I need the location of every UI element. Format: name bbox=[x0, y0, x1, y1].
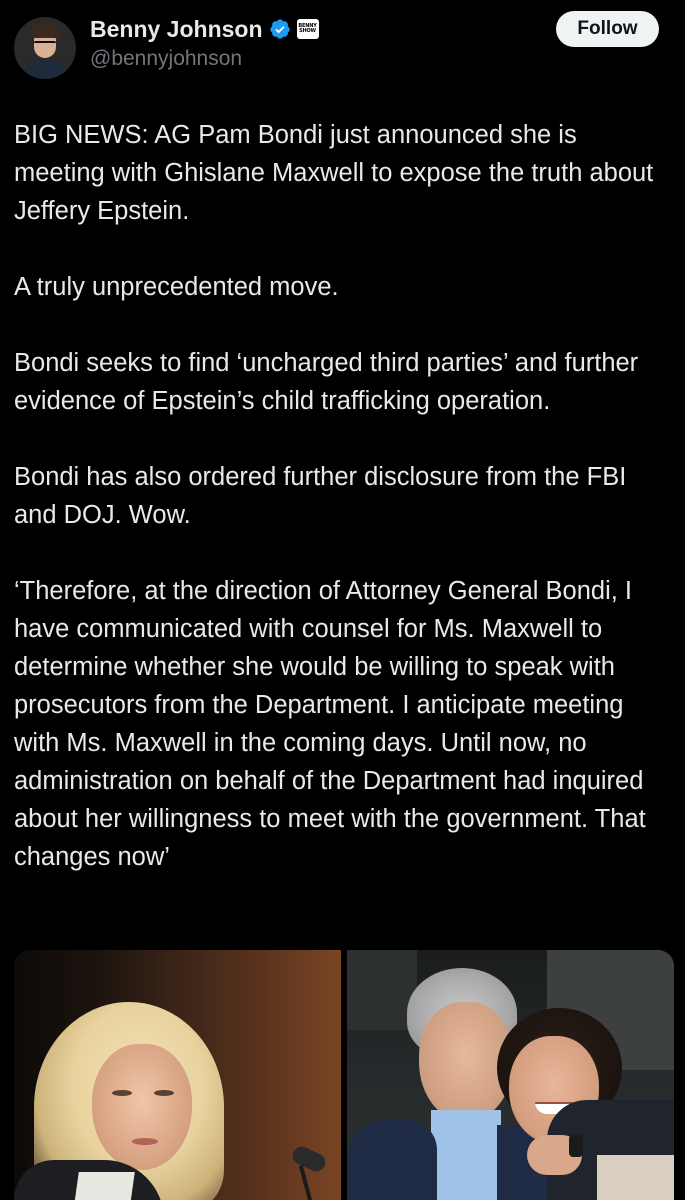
tweet-text bbox=[14, 116, 674, 876]
tweet-paragraph: Bondi has also ordered further disclosure from the FBI and DOJ. Wow. bbox=[14, 463, 627, 529]
author-handle[interactable]: @bennyjohnson bbox=[90, 47, 243, 70]
tweet-header bbox=[0, 0, 685, 90]
author-avatar[interactable] bbox=[14, 17, 76, 79]
avatar-hair bbox=[31, 24, 59, 38]
photo-lips bbox=[132, 1138, 158, 1145]
tweet-paragraph: A truly unprecedented move. bbox=[14, 273, 339, 301]
tweet-paragraph: BIG NEWS: AG Pam Bondi just announced she is meeting with Ghislane Maxwell to expose the truth about Jeffery Epstein. bbox=[14, 121, 654, 225]
avatar-glasses bbox=[34, 41, 56, 48]
media-photo-epstein-maxwell[interactable] bbox=[347, 950, 674, 1200]
author-display-name[interactable]: Benny Johnson bbox=[90, 15, 263, 42]
photo-microphone bbox=[290, 1144, 328, 1175]
tweet-paragraph: ‘Therefore, at the direction of Attorney General Bondi, I have communicated with counsel for Ms. Maxwell to determine whether she would be willing to speak with prosecutors from the Department. I anticipate meeting with Ms. Maxwell in the coming days. Until now, no administration on behalf of the Department had inquired about her willingness to meet with the government. That changes now’ bbox=[14, 577, 646, 871]
follow-button[interactable]: Follow bbox=[556, 11, 659, 47]
photo-mic-stand bbox=[299, 1165, 313, 1200]
photo-collar bbox=[73, 1172, 135, 1200]
avatar-shirt bbox=[22, 59, 68, 79]
photo-woman-sweater bbox=[597, 1155, 674, 1200]
affiliate-badge-icon[interactable] bbox=[297, 19, 319, 39]
photo-watch bbox=[569, 1135, 583, 1157]
media-photo-bondi[interactable] bbox=[14, 950, 341, 1200]
photo-man-shirt bbox=[431, 1110, 501, 1200]
author-name-row bbox=[90, 13, 319, 45]
tweet-media-grid bbox=[14, 950, 674, 1200]
photo-man-jacket bbox=[347, 1120, 437, 1200]
photo-eye-left bbox=[112, 1090, 132, 1096]
affiliate-badge-text: BENNY SHOW bbox=[298, 23, 317, 34]
photo-face bbox=[92, 1044, 192, 1170]
photo-eye-right bbox=[154, 1090, 174, 1096]
verified-badge-icon[interactable] bbox=[269, 18, 291, 40]
tweet-paragraph: Bondi seeks to find ‘uncharged third parties’ and further evidence of Epstein’s child trafficking operation. bbox=[14, 349, 639, 415]
